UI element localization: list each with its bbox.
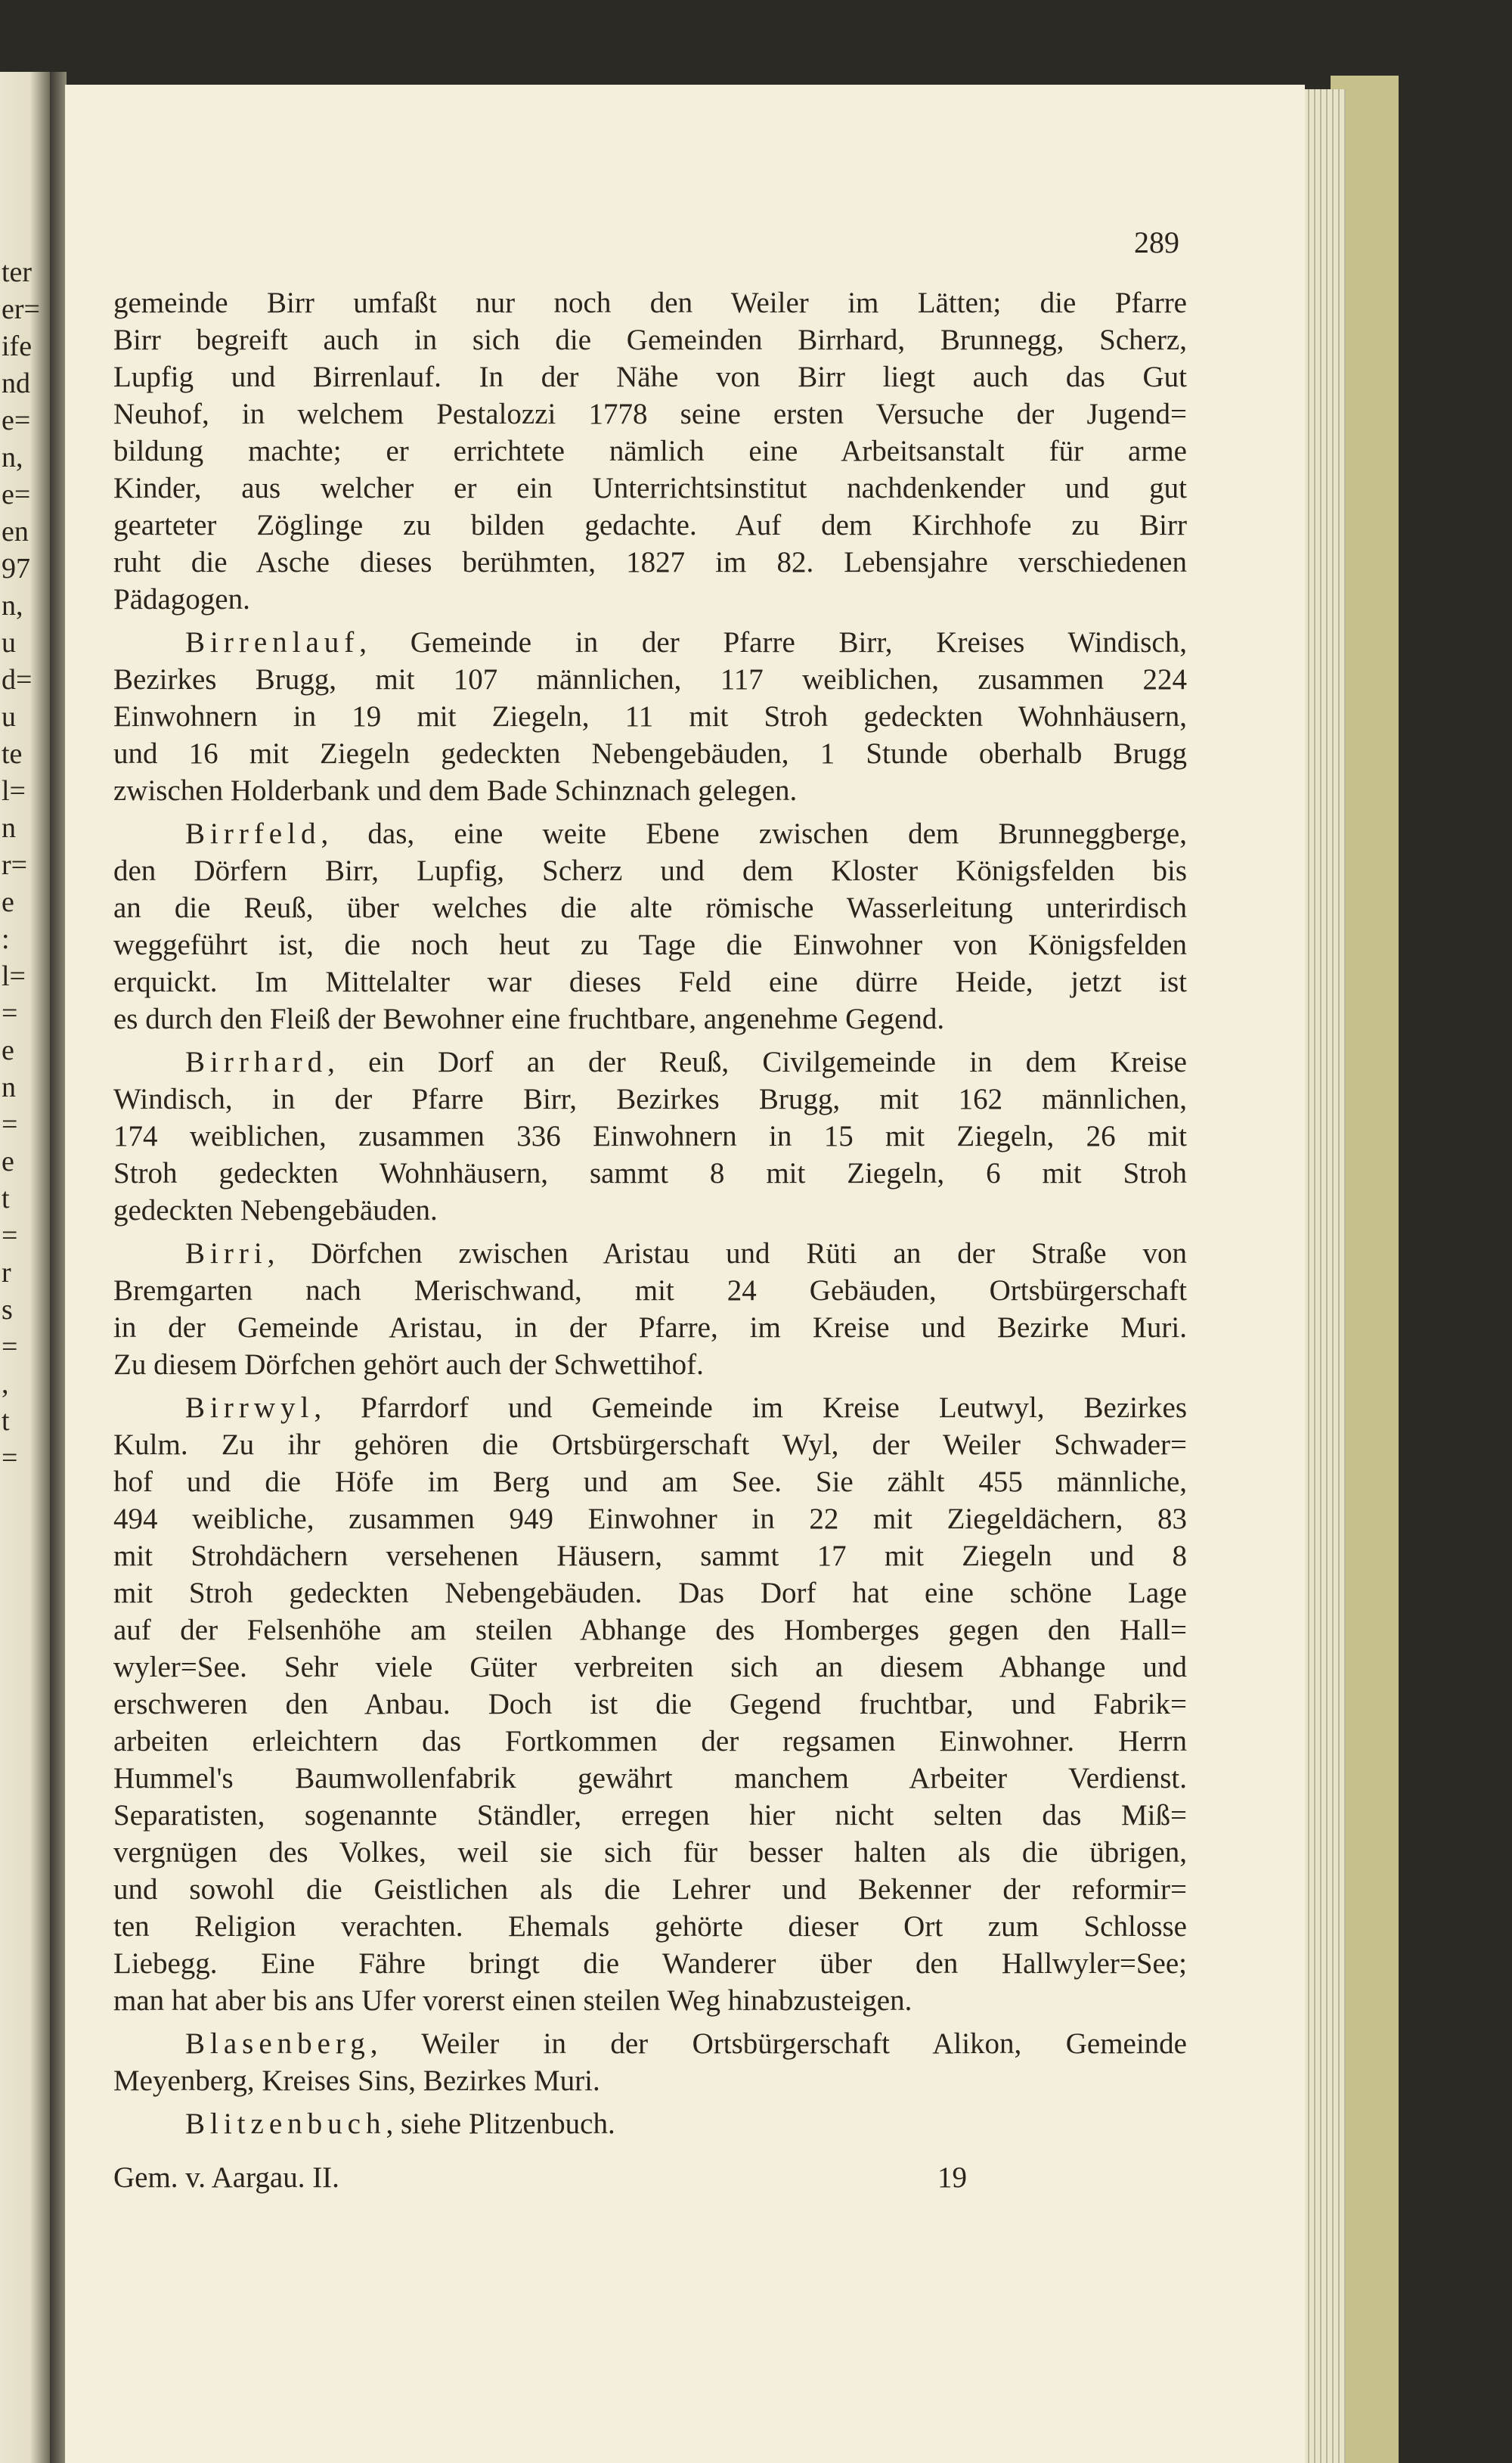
- line-text: weggeführt ist, die noch heut zu Tage die Einwohner von Königsfelden: [113, 929, 1187, 961]
- body-text: [113, 284, 1187, 2142]
- facing-page-fragment: t: [2, 1405, 10, 1437]
- line-text: , Weiler in der Ortsbürgerschaft Alikon, Gemeinde: [370, 2027, 1187, 2060]
- facing-page-fragment: t: [2, 1183, 10, 1214]
- entry-headword: Birrhard: [185, 1046, 328, 1078]
- facing-page-fragment: u: [2, 701, 16, 733]
- entry-paragraph: [113, 2105, 1187, 2142]
- text-line: [113, 1426, 1187, 1463]
- facing-page-fragment: e: [2, 1035, 14, 1066]
- text-line: [113, 1760, 1187, 1797]
- text-line: [113, 1834, 1187, 1871]
- line-text: vergnügen des Volkes, weil sie sich für besser halten als die übrigen,: [113, 1836, 1187, 1869]
- text-line: [113, 1686, 1187, 1723]
- line-text: erschweren den Anbau. Doch ist die Gegend fruchtbar, und Fabrik=: [113, 1688, 1187, 1720]
- line-text: Birr begreift auch in sich die Gemeinden Birrhard, Brunnegg, Scherz,: [113, 324, 1187, 356]
- facing-page-edge: [0, 72, 50, 2463]
- facing-page-fragment: te: [2, 738, 23, 770]
- text-line: [113, 1389, 1187, 1426]
- facing-page-fragment: en: [2, 516, 29, 548]
- text-line: [113, 507, 1187, 544]
- text-line: [113, 1155, 1187, 1192]
- line-text: , Pfarrdorf und Gemeinde im Kreise Leutwyl, Bezirkes: [314, 1391, 1187, 1424]
- page-number: 289: [1134, 225, 1179, 259]
- entry-paragraph: [113, 2025, 1187, 2099]
- line-text: hof und die Höfe im Berg und am See. Sie zählt 455 männliche,: [113, 1466, 1187, 1498]
- line-text: Stroh gedeckten Wohnhäusern, sammt 8 mit Ziegeln, 6 mit Stroh: [113, 1157, 1187, 1190]
- line-text: Meyenberg, Kreises Sins, Bezirkes Muri.: [113, 2064, 600, 2097]
- text-line: [113, 1649, 1187, 1686]
- text-line: [113, 1982, 1187, 2019]
- entry-paragraph: [113, 1044, 1187, 1229]
- line-text: Bezirkes Brugg, mit 107 männlichen, 117 weiblichen, zusammen 224: [113, 663, 1187, 696]
- facing-page-fragment: ,: [2, 1368, 9, 1400]
- entry-paragraph: [113, 1235, 1187, 1383]
- facing-page-fragment: e=: [2, 479, 31, 510]
- facing-page-fragment: =: [2, 997, 18, 1029]
- text-line: [113, 852, 1187, 889]
- line-text: und sowohl die Geistlichen als die Lehrer und Bekenner der reformir=: [113, 1873, 1187, 1906]
- text-line: [113, 433, 1187, 470]
- text-line: [113, 1871, 1187, 1908]
- text-line: [113, 661, 1187, 698]
- facing-page-fragment: ife: [2, 330, 33, 362]
- text-line: [113, 1000, 1187, 1038]
- line-text: wyler=See. Sehr viele Güter verbreiten sich an diesem Abhange und: [113, 1651, 1187, 1683]
- entry-paragraph: [113, 815, 1187, 1038]
- facing-page-fragment: r=: [2, 849, 28, 881]
- text-line: [113, 926, 1187, 963]
- entry-headword: Blasenberg: [185, 2027, 370, 2060]
- line-text: gearteter Zöglinge zu bilden gedachte. Auf dem Kirchhofe zu Birr: [113, 509, 1187, 541]
- facing-page-fragment: :: [2, 923, 10, 955]
- facing-page-fragment: e=: [2, 405, 31, 436]
- facing-page-fragment: e: [2, 1146, 14, 1177]
- facing-page-fragment: s: [2, 1294, 13, 1326]
- facing-page-fragment: l=: [2, 775, 26, 807]
- line-text: ten Religion verachten. Ehemals gehörte dieser Ort zum Schlosse: [113, 1910, 1187, 1943]
- line-text: erquickt. Im Mittelalter war dieses Feld eine dürre Heide, jetzt ist: [113, 966, 1187, 998]
- line-text: , siehe Plitzenbuch.: [386, 2108, 615, 2140]
- text-line: [113, 1611, 1187, 1649]
- line-text: an die Reuß, über welches die alte römische Wasserleitung unterirdisch: [113, 892, 1187, 924]
- line-text: 494 weibliche, zusammen 949 Einwohner in 22 mit Ziegeldächern, 83: [113, 1503, 1187, 1535]
- facing-page-fragment: l=: [2, 960, 26, 992]
- line-text: Bremgarten nach Merischwand, mit 24 Gebäuden, Ortsbürgerschaft: [113, 1274, 1187, 1307]
- text-line: [113, 2025, 1187, 2062]
- facing-page-fragment: =: [2, 1220, 18, 1252]
- line-text: gedeckten Nebengebäuden.: [113, 1194, 438, 1227]
- entry-paragraph: [113, 624, 1187, 809]
- facing-page-fragment: =: [2, 1442, 18, 1474]
- text-line: [113, 544, 1187, 581]
- line-text: es durch den Fleiß der Bewohner eine fruchtbare, angenehme Gegend.: [113, 1003, 945, 1035]
- entry-headword: Birrwyl: [185, 1391, 314, 1424]
- text-line: [113, 1044, 1187, 1081]
- text-line: [113, 1118, 1187, 1155]
- line-text: auf der Felsenhöhe am steilen Abhange des Homberges gegen den Hall=: [113, 1614, 1187, 1646]
- line-text: Kinder, aus welcher er ein Unterrichtsinstitut nachdenkender und gut: [113, 472, 1187, 504]
- text-line: [113, 1908, 1187, 1945]
- facing-page-fragment: r: [2, 1257, 11, 1289]
- line-text: in der Gemeinde Aristau, in der Pfarre, im Kreise und Bezirke Muri.: [113, 1311, 1187, 1344]
- text-line: [113, 815, 1187, 852]
- facing-page-fragment: n,: [2, 442, 23, 473]
- line-text: man hat aber bis ans Ufer vorerst einen steilen Weg hinabzusteigen.: [113, 1984, 912, 2017]
- line-text: zwischen Holderbank und dem Bade Schinznach gelegen.: [113, 774, 798, 807]
- text-line: [113, 358, 1187, 396]
- text-line: [113, 1574, 1187, 1611]
- line-text: Liebegg. Eine Fähre bringt die Wanderer über den Hallwyler=See;: [113, 1947, 1187, 1980]
- text-line: [113, 1272, 1187, 1309]
- entry-paragraph: [113, 284, 1187, 618]
- text-line: [113, 321, 1187, 358]
- signature-mark: 19: [937, 2161, 967, 2194]
- text-line: [113, 624, 1187, 661]
- line-text: Windisch, in der Pfarre Birr, Bezirkes Brugg, mit 162 männlichen,: [113, 1083, 1187, 1115]
- line-text: Kulm. Zu ihr gehören die Ortsbürgerschaft Wyl, der Weiler Schwader=: [113, 1428, 1187, 1461]
- text-line: [113, 735, 1187, 772]
- text-line: [113, 772, 1187, 809]
- entry-headword: Birri: [185, 1237, 268, 1270]
- text-line: [113, 1346, 1187, 1383]
- line-text: den Dörfern Birr, Lupfig, Scherz und dem Kloster Königsfelden bis: [113, 855, 1187, 887]
- line-text: , ein Dorf an der Reuß, Civilgemeinde in dem Kreise: [327, 1046, 1187, 1078]
- text-line: [113, 889, 1187, 926]
- text-line: [113, 2062, 1187, 2099]
- text-line: [113, 1309, 1187, 1346]
- text-line: [113, 1192, 1187, 1229]
- line-text: gemeinde Birr umfaßt nur noch den Weiler im Lätten; die Pfarre: [113, 287, 1187, 319]
- book-gutter: [50, 72, 67, 2463]
- text-line: [113, 1945, 1187, 1982]
- footer-source: Gem. v. Aargau. II.: [113, 2161, 339, 2194]
- line-text: mit Stroh gedeckten Nebengebäuden. Das Dorf hat eine schöne Lage: [113, 1577, 1187, 1609]
- line-text: , das, eine weite Ebene zwischen dem Brunneggberge,: [321, 817, 1187, 850]
- text-line: [113, 470, 1187, 507]
- entry-headword: Birrenlauf: [185, 626, 360, 659]
- text-line: [113, 1500, 1187, 1537]
- line-text: Lupfig und Birrenlauf. In der Nähe von Birr liegt auch das Gut: [113, 361, 1187, 393]
- facing-page-fragment: =: [2, 1109, 18, 1140]
- entry-headword: Birrfeld: [185, 817, 321, 850]
- text-line: [113, 1723, 1187, 1760]
- text-line: [113, 1235, 1187, 1272]
- text-line: [113, 1537, 1187, 1574]
- facing-page-fragment: ter: [2, 256, 33, 288]
- background-top: [0, 0, 1512, 76]
- text-line: [113, 698, 1187, 735]
- facing-page-fragment: n,: [2, 590, 23, 622]
- entry-headword: Blitzenbuch: [185, 2108, 386, 2140]
- line-text: Separatisten, sogenannte Ständler, erregen hier nicht selten das Miß=: [113, 1799, 1187, 1832]
- text-line: [113, 963, 1187, 1000]
- facing-page-fragment: n: [2, 812, 16, 844]
- line-text: 174 weiblichen, zusammen 336 Einwohnern in 15 mit Ziegeln, 26 mit: [113, 1120, 1187, 1152]
- line-text: , Dörfchen zwischen Aristau und Rüti an der Straße von: [267, 1237, 1187, 1270]
- line-text: Einwohnern in 19 mit Ziegeln, 11 mit Stroh gedeckten Wohnhäusern,: [113, 700, 1187, 733]
- entry-paragraph: [113, 1389, 1187, 2019]
- text-line: [113, 284, 1187, 321]
- text-line: [113, 1797, 1187, 1834]
- text-line: [113, 2105, 1187, 2142]
- line-text: arbeiten erleichtern das Fortkommen der regsamen Einwohner. Herrn: [113, 1725, 1187, 1757]
- facing-page-fragment: =: [2, 1331, 18, 1363]
- facing-page-fragment: 97: [2, 553, 30, 585]
- text-line: [113, 396, 1187, 433]
- facing-page-fragment: er=: [2, 293, 40, 325]
- text-line: [113, 1081, 1187, 1118]
- line-text: , Gemeinde in der Pfarre Birr, Kreises Windisch,: [359, 626, 1187, 659]
- text-line: [113, 581, 1187, 618]
- facing-page-fragment: n: [2, 1072, 16, 1103]
- line-text: bildung machte; er errichtete nämlich eine Arbeitsanstalt für arme: [113, 435, 1187, 467]
- line-text: und 16 mit Ziegeln gedeckten Nebengebäuden, 1 Stunde oberhalb Brugg: [113, 737, 1187, 770]
- text-line: [113, 1463, 1187, 1500]
- line-text: ruht die Asche dieses berühmten, 1827 im 82. Lebensjahre verschiedenen: [113, 546, 1187, 579]
- facing-page-fragment: d=: [2, 664, 33, 696]
- line-text: mit Strohdächern versehenen Häusern, sammt 17 mit Ziegeln und 8: [113, 1540, 1187, 1572]
- line-text: Hummel's Baumwollenfabrik gewährt manchem Arbeiter Verdienst.: [113, 1762, 1187, 1795]
- line-text: Zu diesem Dörfchen gehört auch der Schwettihof.: [113, 1348, 704, 1381]
- facing-page-fragment: nd: [2, 368, 30, 399]
- line-text: Pädagogen.: [113, 583, 250, 616]
- facing-page-fragment: u: [2, 627, 16, 659]
- line-text: Neuhof, in welchem Pestalozzi 1778 seine ersten Versuche der Jugend=: [113, 398, 1187, 430]
- facing-page-fragment: e: [2, 886, 14, 918]
